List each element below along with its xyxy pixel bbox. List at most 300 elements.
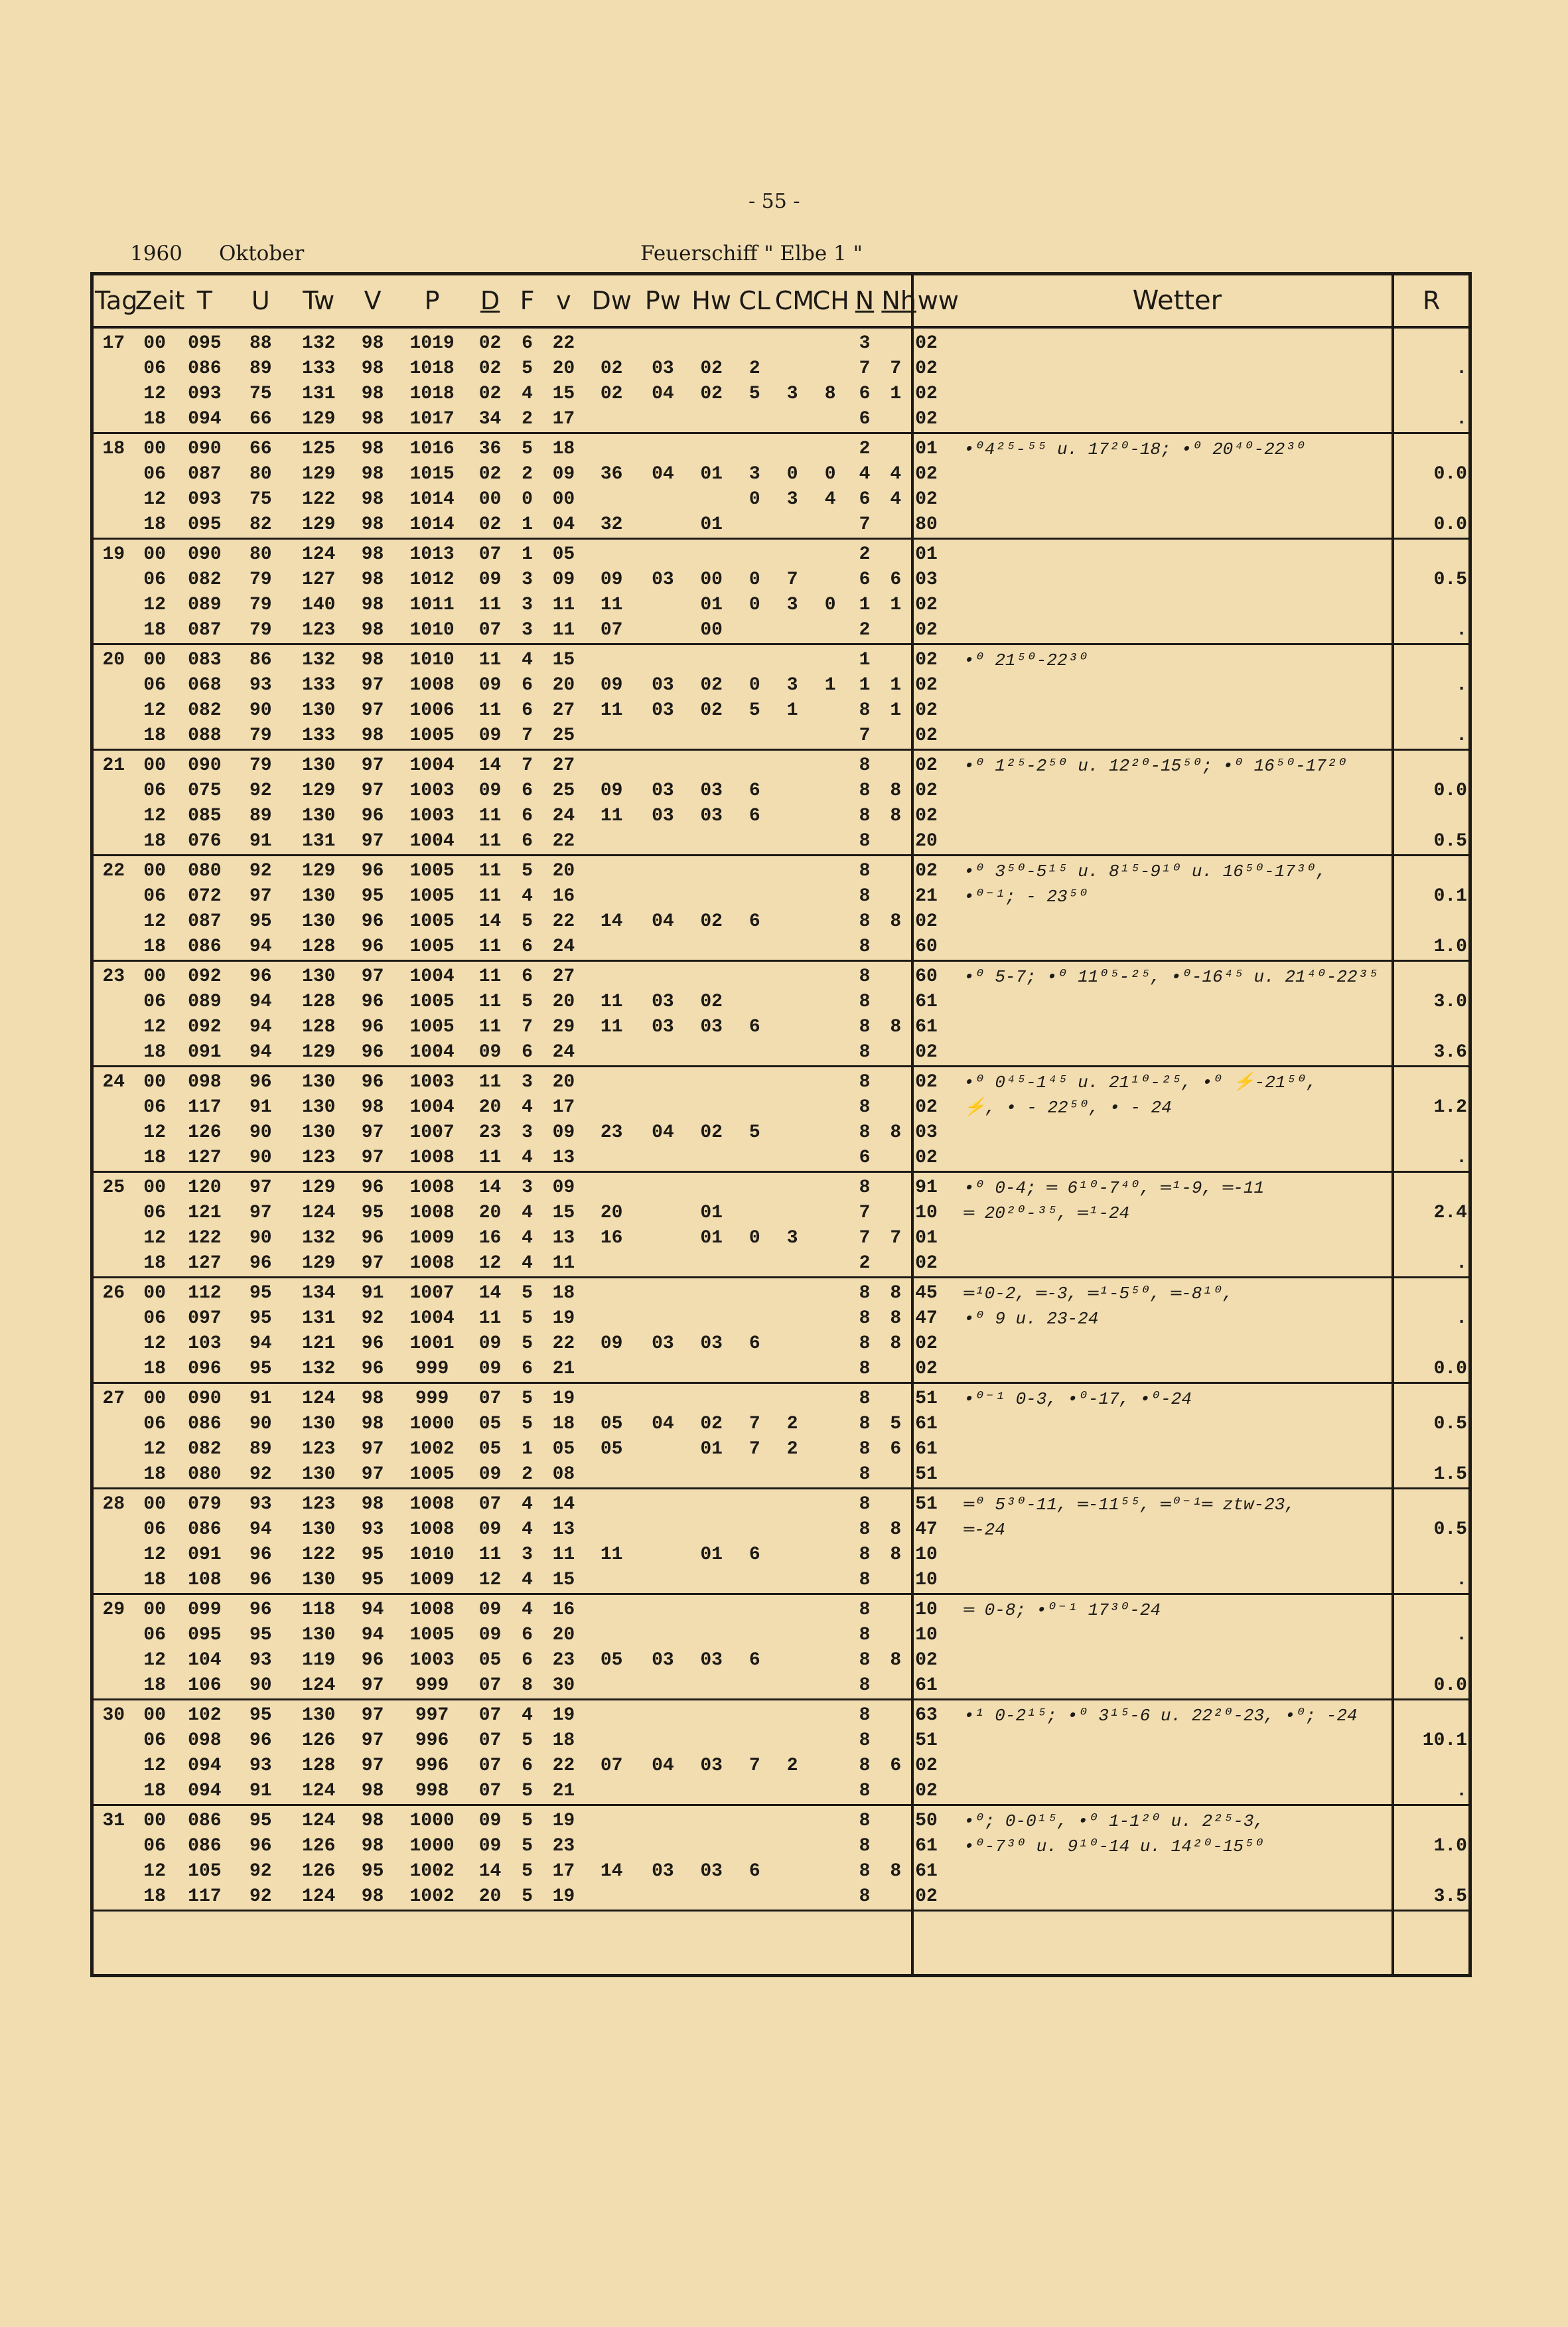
- cell-tw: 126: [302, 1730, 336, 1751]
- cell-wetter: [962, 1251, 1393, 1278]
- cell-t: 090: [188, 544, 222, 565]
- cell-dw: [585, 1728, 638, 1754]
- table-row: [92, 1859, 1470, 1884]
- cell-p: 1008: [409, 1203, 455, 1223]
- cell-tag: [92, 723, 134, 750]
- cell-cl: 6: [748, 911, 760, 932]
- cell-pw: 03: [652, 358, 674, 379]
- cell-cl: [736, 1040, 774, 1067]
- cell-t: 094: [176, 1779, 234, 1805]
- cell-r: 0.5: [1393, 567, 1470, 593]
- cell-p: 1019: [409, 333, 455, 354]
- cell-nh: 8: [890, 1544, 902, 1565]
- table-row: [92, 1489, 1470, 1518]
- table-row: [92, 1095, 1470, 1120]
- cell-p: 1018: [409, 358, 455, 379]
- cell-n: 8: [849, 935, 881, 961]
- cell-u: 75: [249, 384, 272, 404]
- cell-cl: 5: [748, 700, 760, 721]
- cell-p: 1004: [395, 829, 468, 856]
- cell-ch: [812, 804, 849, 829]
- cell-f: 6: [522, 700, 533, 721]
- cell-dw: [585, 539, 638, 568]
- cell-wetter: [962, 1462, 1393, 1489]
- cell-ww: 01: [912, 539, 962, 568]
- cell-hw: 01: [700, 1228, 723, 1248]
- table-row: [92, 779, 1470, 804]
- cell-cm: 1: [786, 700, 798, 721]
- cell-r: [1393, 1805, 1470, 1835]
- empty-cell: [638, 1911, 687, 1976]
- table-row: [92, 1040, 1470, 1067]
- cell-dw: [585, 1700, 638, 1729]
- cell-pw: [638, 487, 687, 512]
- cell-p: 1016: [409, 439, 455, 459]
- cell-f: 5: [522, 1414, 533, 1434]
- table-row: [92, 567, 1470, 593]
- cell-ch: [812, 961, 849, 990]
- cell-n: 2: [849, 618, 881, 644]
- cell-t: 104: [188, 1650, 222, 1671]
- cell-vv: 16: [552, 1600, 575, 1620]
- cell-nh: 8: [890, 806, 902, 826]
- cell-nh: [880, 1594, 912, 1623]
- cell-tw: 130: [302, 966, 336, 987]
- cell-dw: 11: [600, 1017, 623, 1037]
- table-row: [92, 1251, 1470, 1278]
- cell-ch: [812, 856, 849, 885]
- cell-ww: 60: [912, 935, 962, 961]
- cell-tw: 118: [302, 1600, 336, 1620]
- cell-hw: 01: [700, 1439, 723, 1460]
- cell-ww: 10: [912, 1201, 962, 1226]
- cell-u: 96: [249, 1544, 272, 1565]
- cell-pw: [638, 1146, 687, 1172]
- cell-d: 09: [478, 569, 502, 590]
- cell-cm: 2: [786, 1414, 798, 1434]
- cell-dw: 09: [600, 1333, 623, 1354]
- cell-v: 96: [361, 1228, 384, 1248]
- cell-cl: [736, 1700, 774, 1729]
- cell-dw: [585, 1673, 638, 1700]
- header-ship: Feuerschiff " Elbe 1 ": [640, 242, 863, 265]
- cell-vv: 15: [552, 650, 575, 670]
- cell-tag: 18: [102, 439, 125, 459]
- cell-zeit: 18: [134, 1462, 176, 1489]
- cell-f: 6: [522, 1625, 533, 1645]
- cell-hw: [687, 1462, 736, 1489]
- cell-wetter: [962, 829, 1393, 856]
- cell-v: 96: [361, 1177, 384, 1198]
- cell-ww: 51: [912, 1728, 962, 1754]
- cell-v: 91: [361, 1283, 384, 1304]
- cell-p: 1004: [395, 1040, 468, 1067]
- cell-cm: [774, 433, 812, 463]
- cell-v: 95: [361, 886, 384, 907]
- cell-r: .: [1393, 1623, 1470, 1648]
- table-row: [92, 407, 1470, 433]
- cell-pw: [638, 1357, 687, 1383]
- cell-ch: [812, 1594, 849, 1623]
- cell-nh: [880, 856, 912, 885]
- cell-cm: [774, 1251, 812, 1278]
- cell-nh: [880, 512, 912, 539]
- cell-wetter: [962, 567, 1393, 593]
- cell-cl: [736, 1517, 774, 1542]
- cell-v: 94: [361, 1625, 384, 1645]
- cell-ww: 02: [912, 909, 962, 935]
- cell-ww: 02: [912, 462, 962, 487]
- cell-cl: 0: [748, 675, 760, 696]
- cell-f: 5: [512, 1779, 543, 1805]
- cell-f: 3: [522, 1072, 533, 1092]
- cell-tw: 130: [302, 1072, 336, 1092]
- cell-vv: 15: [552, 1203, 575, 1223]
- cell-r: [1393, 1489, 1470, 1518]
- cell-v: 96: [361, 806, 384, 826]
- cell-p: 1007: [409, 1283, 455, 1304]
- cell-d: 02: [478, 333, 502, 354]
- cell-wetter: [962, 779, 1393, 804]
- cell-u: 91: [249, 1097, 272, 1118]
- cell-tw: 129: [302, 464, 336, 485]
- cell-r: 0.0: [1393, 512, 1470, 539]
- cell-d: 05: [478, 1414, 502, 1434]
- cell-wetter: [962, 1542, 1393, 1568]
- cell-pw: [638, 1278, 687, 1307]
- cell-cl: [736, 1884, 774, 1911]
- cell-cl: [736, 644, 774, 674]
- cell-tw: 132: [302, 650, 336, 670]
- cell-cm: 2: [786, 1439, 798, 1460]
- cell-p: 1005: [409, 911, 455, 932]
- cell-zeit: 12: [143, 1228, 166, 1248]
- cell-d: 36: [478, 439, 502, 459]
- table-row: [92, 356, 1470, 382]
- cell-f: 6: [522, 806, 533, 826]
- cell-ch: [812, 1542, 849, 1568]
- cell-dw: 09: [600, 569, 623, 590]
- cell-v: 92: [361, 1308, 384, 1329]
- cell-t: 092: [188, 966, 222, 987]
- cell-f: 5: [522, 1730, 533, 1751]
- table-row: [92, 829, 1470, 856]
- cell-u: 95: [249, 1625, 272, 1645]
- cell-hw: 01: [687, 512, 736, 539]
- table-row: [92, 618, 1470, 644]
- cell-p: 1010: [409, 650, 455, 670]
- cell-cm: 3: [786, 675, 798, 696]
- cell-t: 090: [188, 1389, 222, 1409]
- cell-cm: [774, 909, 812, 935]
- cell-zeit: 06: [143, 781, 166, 801]
- cell-p: 1018: [409, 384, 455, 404]
- cell-v: 98: [361, 544, 384, 565]
- cell-tw: 129: [287, 512, 350, 539]
- cell-cl: [736, 1251, 774, 1278]
- cell-ch: [812, 1834, 849, 1859]
- cell-hw: [687, 1357, 736, 1383]
- cell-f: 2: [522, 464, 533, 485]
- cell-dw: [585, 1172, 638, 1201]
- cell-pw: 03: [652, 1017, 674, 1037]
- cell-vv: 16: [552, 886, 575, 907]
- cell-n: 8: [849, 1673, 881, 1700]
- cell-r: 1.0: [1393, 935, 1470, 961]
- cell-u: 94: [249, 992, 272, 1012]
- cell-hw: [687, 1040, 736, 1067]
- cell-dw: [585, 723, 638, 750]
- cell-ww: 01: [912, 1226, 962, 1251]
- cell-p: 999: [395, 1673, 468, 1700]
- cell-r: [1393, 1437, 1470, 1462]
- cell-pw: [638, 1779, 687, 1805]
- cell-ww: 02: [912, 779, 962, 804]
- cell-cm: [774, 1146, 812, 1172]
- table-row: [92, 1700, 1470, 1729]
- cell-wetter: [962, 1884, 1393, 1911]
- cell-nh: [880, 1728, 912, 1754]
- cell-wetter: •⁰-7³⁰ u. 9¹⁰-14 u. 14²⁰-15⁵⁰: [963, 1837, 1265, 1856]
- cell-tag: [92, 1040, 134, 1067]
- cell-u: 79: [249, 595, 272, 615]
- cell-v: 94: [361, 1600, 384, 1620]
- cell-dw: [585, 1884, 638, 1911]
- cell-vv: 22: [552, 333, 575, 354]
- cell-cm: 2: [786, 1756, 798, 1776]
- cell-ww: 02: [912, 1357, 962, 1383]
- cell-hw: 03: [700, 781, 723, 801]
- cell-vv: 05: [552, 1439, 575, 1460]
- cell-nh: [880, 1146, 912, 1172]
- cell-hw: [687, 1673, 736, 1700]
- cell-tag: [92, 1015, 134, 1040]
- empty-cell: [736, 1911, 774, 1976]
- cell-wetter: [962, 327, 1393, 356]
- cell-tag: 23: [102, 966, 125, 987]
- cell-tw: 123: [302, 1439, 336, 1460]
- cell-ww: 02: [912, 487, 962, 512]
- cell-t: 093: [188, 489, 222, 510]
- empty-cell: [176, 1911, 234, 1976]
- cell-ch: [812, 884, 849, 909]
- cell-f: 6: [522, 1650, 533, 1671]
- cell-u: 92: [234, 1462, 287, 1489]
- cell-pw: 04: [652, 384, 674, 404]
- cell-r: [1393, 698, 1470, 723]
- cell-ww: 02: [912, 327, 962, 356]
- cell-nh: 8: [890, 1333, 902, 1354]
- cell-vv: 18: [552, 1730, 575, 1751]
- col-t: T: [176, 274, 234, 328]
- cell-vv: 23: [552, 1650, 575, 1671]
- cell-ch: [812, 1779, 849, 1805]
- cell-dw: [585, 884, 638, 909]
- cell-dw: [585, 1067, 638, 1096]
- cell-dw: 11: [600, 806, 623, 826]
- cell-n: 6: [859, 489, 871, 510]
- cell-cl: [736, 1306, 774, 1331]
- cell-ww: 02: [912, 1040, 962, 1067]
- cell-u: 93: [249, 1756, 272, 1776]
- cell-dw: [585, 1251, 638, 1278]
- cell-r: [1393, 1648, 1470, 1673]
- cell-v: 98: [361, 1836, 384, 1856]
- cell-f: 6: [512, 829, 543, 856]
- cell-u: 91: [234, 1779, 287, 1805]
- table-row: [92, 1120, 1470, 1146]
- cell-v: 98: [361, 333, 384, 354]
- table-row: [92, 1146, 1470, 1172]
- cell-d: 02: [478, 384, 502, 404]
- cell-f: 4: [522, 384, 533, 404]
- cell-dw: [585, 1779, 638, 1805]
- cell-nh: [880, 750, 912, 779]
- cell-cl: [736, 935, 774, 961]
- cell-nh: 8: [890, 781, 902, 801]
- empty-cell: [687, 1911, 736, 1976]
- cell-ww: 61: [912, 1412, 962, 1437]
- cell-u: 88: [249, 333, 272, 354]
- cell-v: 96: [361, 911, 384, 932]
- cell-tag: [92, 1754, 134, 1779]
- cell-n: 8: [859, 1097, 871, 1118]
- cell-f: 5: [522, 1811, 533, 1831]
- cell-r: 3.5: [1393, 1884, 1470, 1911]
- cell-tw: 124: [302, 1203, 336, 1223]
- table-row: [92, 1278, 1470, 1307]
- cell-tag: [92, 1201, 134, 1226]
- cell-v: 98: [350, 512, 395, 539]
- empty-cell: [350, 1911, 395, 1976]
- cell-dw: [585, 1040, 638, 1067]
- cell-u: 82: [234, 512, 287, 539]
- cell-zeit: 18: [134, 935, 176, 961]
- cell-hw: [687, 1805, 736, 1835]
- cell-n: 8: [849, 829, 881, 856]
- cell-pw: [638, 327, 687, 356]
- cell-dw: 02: [600, 384, 623, 404]
- cell-zeit: 18: [134, 1884, 176, 1911]
- cell-pw: 04: [652, 1122, 674, 1143]
- cell-ch: [812, 723, 849, 750]
- cell-zeit: 00: [143, 1283, 166, 1304]
- cell-r: [1393, 1859, 1470, 1884]
- cell-f: 5: [522, 861, 533, 881]
- cell-tag: [92, 909, 134, 935]
- cell-tw: 126: [302, 1836, 336, 1856]
- cell-tag: [92, 673, 134, 698]
- cell-zeit: 18: [134, 723, 176, 750]
- cell-cm: [774, 1095, 812, 1120]
- cell-wetter: •⁰ 0-4; ═ 6¹⁰-7⁴⁰, ═¹-9, ═-11: [963, 1178, 1265, 1198]
- cell-tag: [92, 1331, 134, 1357]
- cell-d: 07: [478, 1730, 502, 1751]
- cell-cl: [736, 1278, 774, 1307]
- cell-u: 93: [249, 675, 272, 696]
- cell-v: 98: [361, 595, 384, 615]
- cell-t: 090: [188, 755, 222, 776]
- cell-pw: [638, 618, 687, 644]
- cell-v: 96: [361, 1072, 384, 1092]
- cell-tag: 24: [102, 1072, 125, 1092]
- col-cl: CL: [736, 274, 774, 328]
- cell-t: 086: [188, 1836, 222, 1856]
- cell-hw: 03: [700, 1756, 723, 1776]
- cell-v: 97: [350, 1462, 395, 1489]
- cell-r: .: [1393, 1779, 1470, 1805]
- cell-ch: [812, 327, 849, 356]
- cell-hw: 03: [700, 806, 723, 826]
- cell-dw: [585, 1306, 638, 1331]
- cell-v: 97: [350, 1251, 395, 1278]
- cell-cm: [774, 1517, 812, 1542]
- table-row: [92, 1884, 1470, 1911]
- cell-nh: [880, 1067, 912, 1096]
- cell-cm: [774, 327, 812, 356]
- cell-v: 95: [361, 1544, 384, 1565]
- cell-n: 8: [859, 1861, 871, 1882]
- cell-pw: [638, 593, 687, 618]
- cell-t: 080: [188, 861, 222, 881]
- cell-vv: 11: [543, 1251, 585, 1278]
- cell-p: 1000: [409, 1811, 455, 1831]
- cell-wetter: ═ 0-8; •⁰⁻¹ 17³⁰-24: [963, 1600, 1161, 1620]
- cell-cl: [736, 1357, 774, 1383]
- cell-cl: 0: [748, 569, 760, 590]
- cell-vv: 14: [552, 1494, 575, 1515]
- cell-t: 099: [188, 1600, 222, 1620]
- cell-r: [1393, 487, 1470, 512]
- cell-cm: [774, 1542, 812, 1568]
- cell-d: 07: [478, 1705, 502, 1726]
- cell-hw: [687, 644, 736, 674]
- cell-cl: [736, 1728, 774, 1754]
- empty-cell: [134, 1911, 176, 1976]
- cell-vv: 27: [552, 966, 575, 987]
- cell-n: 8: [859, 966, 871, 987]
- empty-cell: [234, 1911, 287, 1976]
- cell-t: 085: [188, 806, 222, 826]
- cell-nh: [880, 539, 912, 568]
- cell-d: 11: [478, 595, 502, 615]
- cell-dw: [585, 327, 638, 356]
- cell-tag: [92, 1648, 134, 1673]
- cell-cl: [736, 829, 774, 856]
- cell-d: 20: [478, 1203, 502, 1223]
- cell-hw: [687, 1700, 736, 1729]
- cell-r: [1393, 644, 1470, 674]
- cell-zeit: 00: [143, 1600, 166, 1620]
- col-ch: CH: [812, 274, 849, 328]
- cell-f: 1: [522, 544, 533, 565]
- cell-hw: 03: [700, 1017, 723, 1037]
- cell-tag: [92, 990, 134, 1015]
- cell-tag: [92, 382, 134, 407]
- header-row: [92, 274, 1470, 328]
- cell-r: .: [1393, 1306, 1470, 1331]
- cell-v: 97: [361, 1122, 384, 1143]
- table-row: [92, 1201, 1470, 1226]
- cell-zeit: 00: [143, 1177, 166, 1198]
- table-row: [92, 1383, 1470, 1412]
- cell-wetter: [962, 1779, 1393, 1805]
- cell-pw: [638, 433, 687, 463]
- cell-ww: 63: [912, 1700, 962, 1729]
- cell-pw: [638, 750, 687, 779]
- cell-n: 8: [859, 1308, 871, 1329]
- cell-vv: 24: [543, 1040, 585, 1067]
